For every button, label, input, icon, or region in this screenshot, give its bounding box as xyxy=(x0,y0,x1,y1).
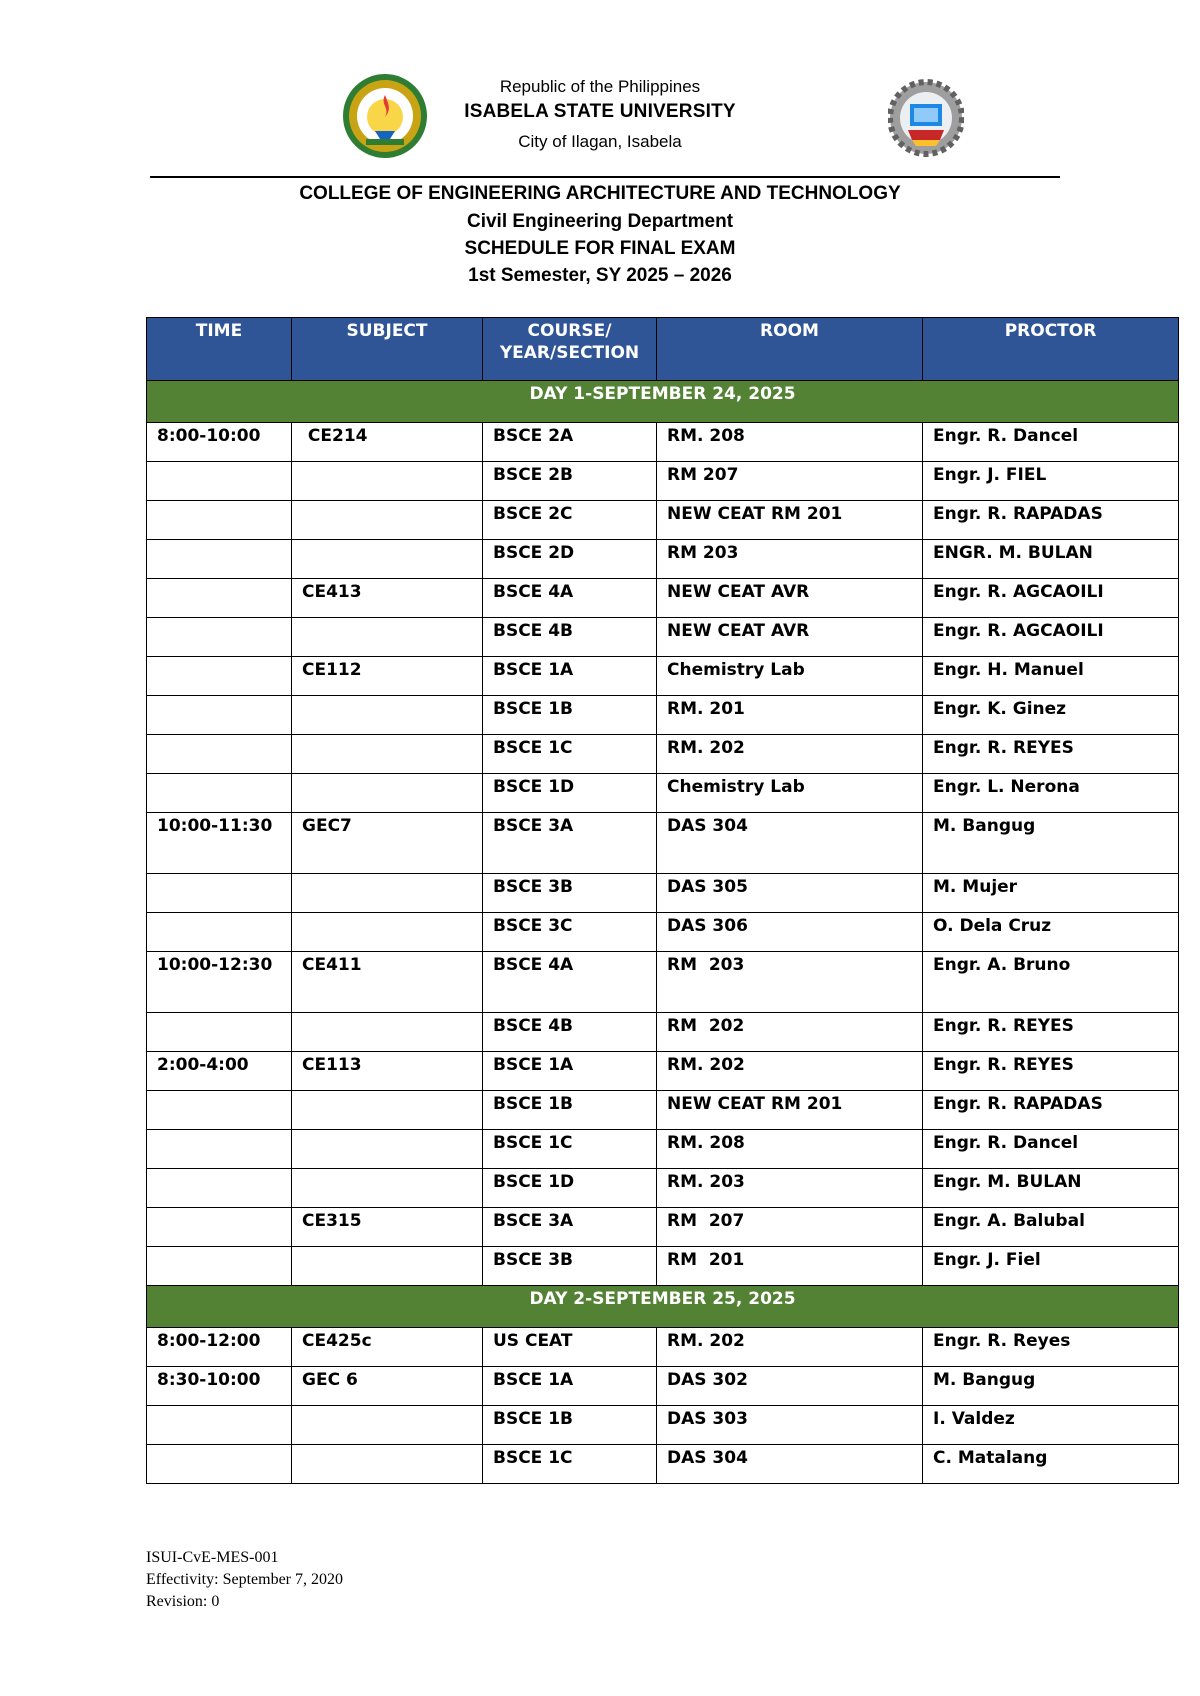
section-cell: BSCE 2B xyxy=(483,462,657,501)
table-row xyxy=(147,813,1179,874)
time-cell xyxy=(147,1445,292,1484)
subject-cell: CE425c xyxy=(292,1328,483,1367)
table-row xyxy=(147,952,1179,1013)
college-name: COLLEGE OF ENGINEERING ARCHITECTURE AND TECHNOLOGY xyxy=(299,183,901,204)
proctor-cell: Engr. R. Reyes xyxy=(923,1328,1179,1367)
table-row xyxy=(147,1406,1179,1445)
room-cell: RM. 202 xyxy=(657,1328,923,1367)
table-row xyxy=(147,913,1179,952)
room-cell: NEW CEAT RM 201 xyxy=(657,501,923,540)
room-cell: Chemistry Lab xyxy=(657,774,923,813)
column-header-subject: SUBJECT xyxy=(292,318,483,381)
proctor-cell: Engr. R. Dancel xyxy=(923,423,1179,462)
room-cell: DAS 305 xyxy=(657,874,923,913)
proctor-cell: Engr. R. Dancel xyxy=(923,1130,1179,1169)
department-name: Civil Engineering Department xyxy=(466,211,734,232)
table-row xyxy=(147,579,1179,618)
room-cell: RM 201 xyxy=(657,1247,923,1286)
table-row xyxy=(147,1130,1179,1169)
subject-cell xyxy=(292,874,483,913)
table-row xyxy=(147,1091,1179,1130)
subject-cell xyxy=(292,913,483,952)
proctor-cell: Engr. R. RAPADAS xyxy=(923,1091,1179,1130)
room-cell: RM. 208 xyxy=(657,423,923,462)
section-cell: BSCE 3B xyxy=(483,874,657,913)
room-cell: RM. 203 xyxy=(657,1169,923,1208)
time-cell xyxy=(147,1208,292,1247)
proctor-cell: Engr. J. Fiel xyxy=(923,1247,1179,1286)
exam-schedule-table xyxy=(146,317,1179,1484)
subject-cell: CE112 xyxy=(292,657,483,696)
proctor-cell: Engr. R. RAPADAS xyxy=(923,501,1179,540)
proctor-cell: M. Bangug xyxy=(923,1367,1179,1406)
table-row xyxy=(147,735,1179,774)
time-cell: 10:00-11:30 xyxy=(147,813,292,874)
subject-cell xyxy=(292,774,483,813)
proctor-cell: Engr. R. AGCAOILI xyxy=(923,579,1179,618)
subject-cell: CE214 xyxy=(292,423,483,462)
proctor-cell: Engr. R. REYES xyxy=(923,1052,1179,1091)
room-cell: DAS 304 xyxy=(657,813,923,874)
section-cell: BSCE 2A xyxy=(483,423,657,462)
schedule-body xyxy=(147,381,1179,1484)
day-label: DAY 1-SEPTEMBER 24, 2025 xyxy=(147,381,1179,423)
section-cell: BSCE 1B xyxy=(483,696,657,735)
room-cell: NEW CEAT AVR xyxy=(657,618,923,657)
time-cell xyxy=(147,618,292,657)
proctor-cell: M. Bangug xyxy=(923,813,1179,874)
table-row xyxy=(147,501,1179,540)
section-cell: BSCE 1A xyxy=(483,657,657,696)
column-header-time: TIME xyxy=(147,318,292,381)
time-cell: 8:00-10:00 xyxy=(147,423,292,462)
table-row xyxy=(147,774,1179,813)
table-row xyxy=(147,462,1179,501)
proctor-cell: ENGR. M. BULAN xyxy=(923,540,1179,579)
table-row xyxy=(147,540,1179,579)
university-city: City of Ilagan, Isabela xyxy=(518,132,682,151)
subject-cell xyxy=(292,1445,483,1484)
room-cell: Chemistry Lab xyxy=(657,657,923,696)
proctor-cell: Engr. A. Bruno xyxy=(923,952,1179,1013)
subject-cell: GEC7 xyxy=(292,813,483,874)
subject-cell xyxy=(292,1247,483,1286)
section-cell: BSCE 2C xyxy=(483,501,657,540)
section-cell: BSCE 3B xyxy=(483,1247,657,1286)
proctor-cell: O. Dela Cruz xyxy=(923,913,1179,952)
room-cell: RM 207 xyxy=(657,462,923,501)
section-cell: BSCE 4B xyxy=(483,1013,657,1052)
subject-cell: GEC 6 xyxy=(292,1367,483,1406)
section-cell: BSCE 1D xyxy=(483,774,657,813)
document-footer xyxy=(146,1547,343,1613)
table-row xyxy=(147,1328,1179,1367)
time-cell xyxy=(147,913,292,952)
subject-cell: CE411 xyxy=(292,952,483,1013)
table-row xyxy=(147,1367,1179,1406)
table-row xyxy=(147,423,1179,462)
subject-cell xyxy=(292,618,483,657)
table-row xyxy=(147,657,1179,696)
subject-cell xyxy=(292,1130,483,1169)
subject-cell: CE413 xyxy=(292,579,483,618)
time-cell xyxy=(147,540,292,579)
proctor-cell: Engr. R. REYES xyxy=(923,735,1179,774)
section-cell: US CEAT xyxy=(483,1328,657,1367)
room-cell: RM. 208 xyxy=(657,1130,923,1169)
section-cell: BSCE 4B xyxy=(483,618,657,657)
section-cell: BSCE 3A xyxy=(483,1208,657,1247)
time-cell xyxy=(147,1406,292,1445)
room-cell: DAS 304 xyxy=(657,1445,923,1484)
proctor-cell: Engr. L. Nerona xyxy=(923,774,1179,813)
time-cell xyxy=(147,1013,292,1052)
subject-cell xyxy=(292,1406,483,1445)
table-row xyxy=(147,1445,1179,1484)
section-cell: BSCE 1C xyxy=(483,1130,657,1169)
time-cell xyxy=(147,579,292,618)
header-divider xyxy=(150,176,1060,178)
subject-cell: CE113 xyxy=(292,1052,483,1091)
time-cell xyxy=(147,1130,292,1169)
subject-cell: CE315 xyxy=(292,1208,483,1247)
table-row xyxy=(147,1013,1179,1052)
time-cell xyxy=(147,1169,292,1208)
document-code: ISUI-CvE-MES-001 xyxy=(146,1549,279,1566)
column-header-room: ROOM xyxy=(657,318,923,381)
room-cell: RM. 202 xyxy=(657,735,923,774)
room-cell: RM 203 xyxy=(657,540,923,579)
room-cell: DAS 303 xyxy=(657,1406,923,1445)
room-cell: DAS 306 xyxy=(657,913,923,952)
time-cell xyxy=(147,1091,292,1130)
proctor-cell: Engr. H. Manuel xyxy=(923,657,1179,696)
proctor-cell: C. Matalang xyxy=(923,1445,1179,1484)
section-cell: BSCE 3A xyxy=(483,813,657,874)
room-cell: RM. 201 xyxy=(657,696,923,735)
section-cell: BSCE 3C xyxy=(483,913,657,952)
table-row xyxy=(147,1208,1179,1247)
subject-cell xyxy=(292,501,483,540)
time-cell xyxy=(147,501,292,540)
time-cell xyxy=(147,774,292,813)
day-label: DAY 2-SEPTEMBER 25, 2025 xyxy=(147,1286,1179,1328)
proctor-cell: Engr. R. REYES xyxy=(923,1013,1179,1052)
table-row xyxy=(147,1169,1179,1208)
section-cell: BSCE 4A xyxy=(483,579,657,618)
proctor-cell: Engr. R. AGCAOILI xyxy=(923,618,1179,657)
document-revision: Revision: 0 xyxy=(146,1593,220,1610)
room-cell: NEW CEAT AVR xyxy=(657,579,923,618)
table-row xyxy=(147,1052,1179,1091)
proctor-cell: Engr. J. FIEL xyxy=(923,462,1179,501)
time-cell xyxy=(147,1247,292,1286)
table-row xyxy=(147,618,1179,657)
section-cell: BSCE 2D xyxy=(483,540,657,579)
subject-cell xyxy=(292,1091,483,1130)
table-row xyxy=(147,874,1179,913)
time-cell xyxy=(147,657,292,696)
section-cell: BSCE 4A xyxy=(483,952,657,1013)
time-cell xyxy=(147,874,292,913)
proctor-cell: I. Valdez xyxy=(923,1406,1179,1445)
proctor-cell: Engr. A. Balubal xyxy=(923,1208,1179,1247)
section-cell: BSCE 1D xyxy=(483,1169,657,1208)
subject-cell xyxy=(292,735,483,774)
room-cell: RM 207 xyxy=(657,1208,923,1247)
time-cell xyxy=(147,462,292,501)
room-cell: RM 203 xyxy=(657,952,923,1013)
section-cell: BSCE 1B xyxy=(483,1091,657,1130)
subject-cell xyxy=(292,696,483,735)
column-header-section: COURSE/ YEAR/SECTION xyxy=(483,318,657,381)
section-cell: BSCE 1C xyxy=(483,1445,657,1484)
university-name: ISABELA STATE UNIVERSITY xyxy=(464,101,736,122)
room-cell: RM. 202 xyxy=(657,1052,923,1091)
table-header-row xyxy=(147,318,1179,381)
room-cell: RM 202 xyxy=(657,1013,923,1052)
column-header-proctor: PROCTOR xyxy=(923,318,1179,381)
section-cell: BSCE 1A xyxy=(483,1367,657,1406)
subject-cell xyxy=(292,462,483,501)
republic-heading: Republic of the Philippines xyxy=(499,77,701,96)
time-cell: 8:30-10:00 xyxy=(147,1367,292,1406)
time-cell: 8:00-12:00 xyxy=(147,1328,292,1367)
subject-cell xyxy=(292,540,483,579)
time-cell xyxy=(147,696,292,735)
section-cell: BSCE 1A xyxy=(483,1052,657,1091)
time-cell: 2:00-4:00 xyxy=(147,1052,292,1091)
document-title: SCHEDULE FOR FINAL EXAM xyxy=(464,238,736,259)
proctor-cell: Engr. K. Ginez xyxy=(923,696,1179,735)
time-cell xyxy=(147,735,292,774)
day-row xyxy=(147,381,1179,423)
time-cell: 10:00-12:30 xyxy=(147,952,292,1013)
document-effectivity: Effectivity: September 7, 2020 xyxy=(146,1571,343,1588)
subject-cell xyxy=(292,1169,483,1208)
section-cell: BSCE 1B xyxy=(483,1406,657,1445)
proctor-cell: Engr. M. BULAN xyxy=(923,1169,1179,1208)
proctor-cell: M. Mujer xyxy=(923,874,1179,913)
room-cell: DAS 302 xyxy=(657,1367,923,1406)
subject-cell xyxy=(292,1013,483,1052)
table-row xyxy=(147,696,1179,735)
day-row xyxy=(147,1286,1179,1328)
semester-label: 1st Semester, SY 2025 – 2026 xyxy=(468,265,732,286)
table-row xyxy=(147,1247,1179,1286)
room-cell: NEW CEAT RM 201 xyxy=(657,1091,923,1130)
section-cell: BSCE 1C xyxy=(483,735,657,774)
